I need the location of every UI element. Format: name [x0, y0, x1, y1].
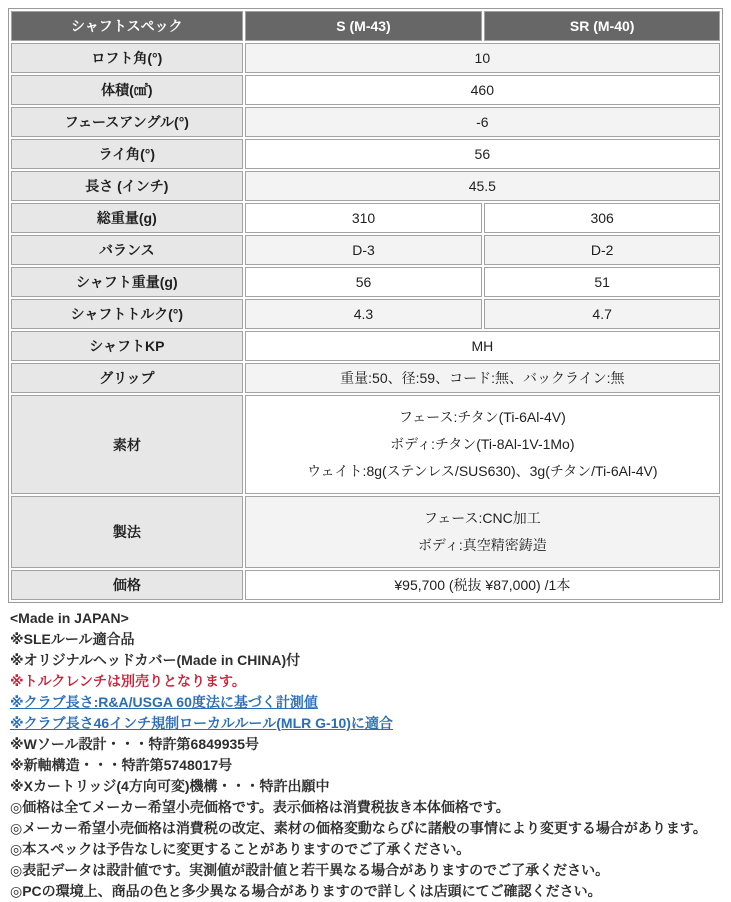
spec-value-cell: 56 [245, 139, 720, 169]
spec-value-cell [245, 395, 720, 494]
spec-table-header [11, 11, 720, 41]
spec-header-shaft-spec: シャフトスペック [11, 11, 243, 41]
spec-value-cell: 56 [245, 267, 483, 297]
spec-row-label: フェースアングル(°) [11, 107, 243, 137]
spec-row [11, 395, 720, 494]
note-line: ※Wソール設計・・・特許第6849935号 [10, 736, 260, 752]
spec-row-label: 長さ (インチ) [11, 171, 243, 201]
spec-value-cell: 4.7 [484, 299, 720, 329]
spec-header-row [11, 11, 720, 41]
spec-row [11, 235, 720, 265]
note-line: ※新軸構造・・・特許第5748017号 [10, 757, 233, 773]
spec-row-label: 製法 [11, 496, 243, 568]
spec-row-label: シャフトKP [11, 331, 243, 361]
spec-row-label: シャフト重量(g) [11, 267, 243, 297]
spec-row-label: ライ角(°) [11, 139, 243, 169]
spec-table-body [11, 43, 720, 600]
note-link[interactable]: ※クラブ長さ46インチ規制ローカルルール(MLR G-10)に適合 [10, 715, 393, 731]
spec-row [11, 331, 720, 361]
spec-row-label: シャフトトルク(°) [11, 299, 243, 329]
spec-value-cell: -6 [245, 107, 720, 137]
spec-value-line: ボディ:真空精密鋳造 [417, 537, 547, 553]
note-warning: ※トルクレンチは別売りとなります。 [10, 673, 246, 689]
spec-value-cell: 重量:50、径:59、コード:無、バックライン:無 [245, 363, 720, 393]
spec-value-cell: D-2 [484, 235, 720, 265]
note-line: ◎本スペックは予告なしに変更することがありますのでご了承ください。 [10, 841, 471, 857]
spec-value-cell: 10 [245, 43, 720, 73]
spec-row-label: バランス [11, 235, 243, 265]
spec-value-cell: 310 [245, 203, 483, 233]
spec-value-cell: ¥95,700 (税抜 ¥87,000) /1本 [245, 570, 720, 600]
spec-value-line: フェース:CNC加工 [423, 510, 541, 526]
note-line: ※SLEルール適合品 [10, 631, 135, 647]
note-line: ※Xカートリッジ(4方向可変)機構・・・特許出願中 [10, 778, 330, 794]
spec-header-sr-flex: SR (M-40) [484, 11, 720, 41]
spec-row [11, 171, 720, 201]
note-line: ◎価格は全てメーカー希望小売価格です。表示価格は消費税抜き本体価格です。 [10, 799, 510, 815]
notes [8, 603, 723, 902]
spec-value-line: フェース:チタン(Ti-6Al-4V) [398, 409, 566, 425]
note-line: <Made in JAPAN> [10, 610, 129, 626]
spec-row [11, 570, 720, 600]
note-line: ◎メーカー希望小売価格は消費税の改定、素材の価格変動ならびに諸般の事情により変更する場合があります。 [10, 820, 707, 836]
spec-value-line: ボディ:チタン(Ti-8Al-1V-1Mo) [390, 436, 575, 452]
note-line: ◎PCの環境上、商品の色と多少異なる場合がありますので詳しくは店頭にてご確認ください。 [10, 883, 602, 899]
spec-row [11, 363, 720, 393]
note-link[interactable]: ※クラブ長さ:R&A/USGA 60度法に基づく計測値 [10, 694, 318, 710]
spec-row-label: 素材 [11, 395, 243, 494]
spec-value-cell: 460 [245, 75, 720, 105]
spec-row [11, 203, 720, 233]
spec-row-label: 価格 [11, 570, 243, 600]
spec-value-cell: MH [245, 331, 720, 361]
spec-row [11, 299, 720, 329]
spec-row [11, 107, 720, 137]
spec-value-cell: 51 [484, 267, 720, 297]
spec-row [11, 75, 720, 105]
spec-value-line: ウェイト:8g(ステンレス/SUS630)、3g(チタン/Ti-6Al-4V) [307, 463, 658, 479]
note-line: ※オリジナルヘッドカバー(Made in CHINA)付 [10, 652, 301, 668]
spec-row [11, 496, 720, 568]
spec-value-cell: 45.5 [245, 171, 720, 201]
spec-header-s-flex: S (M-43) [245, 11, 483, 41]
spec-value-cell: D-3 [245, 235, 483, 265]
spec-row-label: 体積(㎤) [11, 75, 243, 105]
spec-row-label: ロフト角(°) [11, 43, 243, 73]
spec-row [11, 267, 720, 297]
spec-value-cell: 4.3 [245, 299, 483, 329]
spec-table [8, 8, 723, 603]
spec-row-label: グリップ [11, 363, 243, 393]
spec-row [11, 43, 720, 73]
spec-value-cell: 306 [484, 203, 720, 233]
spec-row-label: 総重量(g) [11, 203, 243, 233]
spec-value-cell [245, 496, 720, 568]
spec-row [11, 139, 720, 169]
note-line: ◎表記データは設計値です。実測値が設計値と若干異なる場合がありますのでご了承ください。 [10, 862, 610, 878]
